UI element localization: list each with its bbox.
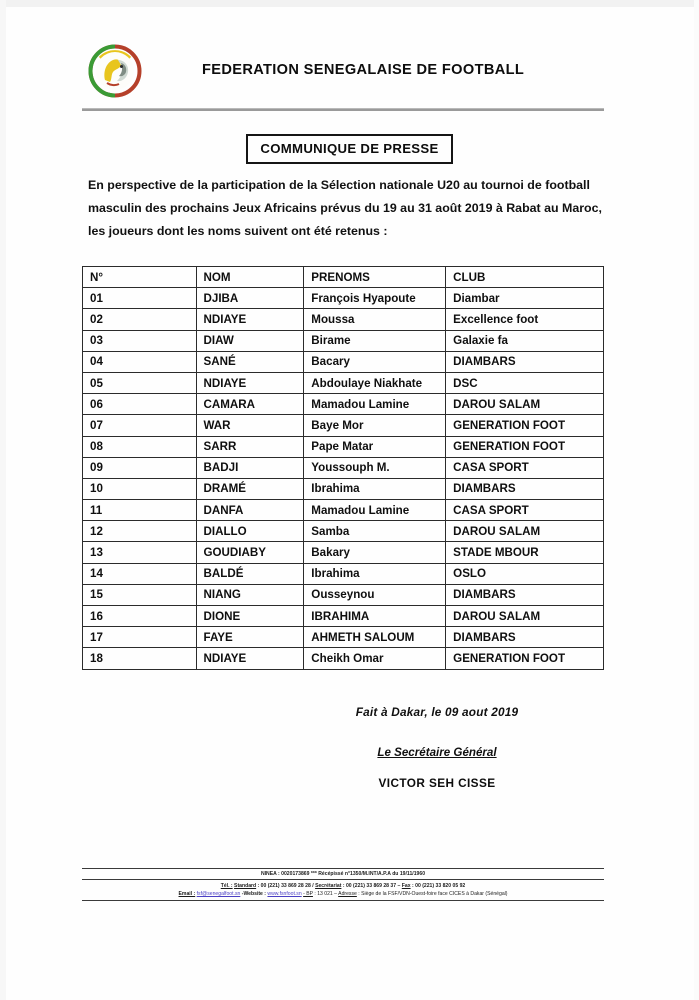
table-header-row [83,267,604,288]
intro-paragraph [88,174,608,243]
signature-block [0,705,699,792]
table-row [83,563,604,584]
cell-nom: NDIAYE [196,648,304,669]
footer-divider-bottom [82,900,604,901]
cell-nom: FAYE [196,627,304,648]
cell-prenoms: Ibrahima [304,478,446,499]
cell-club: DSC [446,372,604,393]
cell-number: 02 [83,309,197,330]
table-row [83,330,604,351]
signature-date: Fait à Dakar, le 09 aout 2019 [355,705,519,719]
cell-prenoms: AHMETH SALOUM [304,627,446,648]
footer-website-link[interactable]: www.fsnfoot.sn [267,891,302,898]
table-row [83,372,604,393]
cell-number: 01 [83,288,197,309]
communique-title: COMMUNIQUE DE PRESSE [246,134,452,164]
cell-club: GENERATION FOOT [446,415,604,436]
table-row [83,436,604,457]
footer-standard-number: 33 869 28 28 [281,882,311,889]
header-divider [82,108,604,111]
footer-ninea: NINEA : 0020173869 *** Récépissé n°1350/M.INT/A.P.A du 19/11/1960 [260,870,426,877]
cell-number: 11 [83,500,197,521]
footer-adresse-value: : Siège de la FSF/VDN-Ouest-foire face CICES à Dakar (Sénégal) [358,891,508,898]
cell-number: 07 [83,415,197,436]
cell-number: 16 [83,606,197,627]
table-row [83,606,604,627]
cell-nom: SANÉ [196,351,304,372]
table-row [83,457,604,478]
footer-secretariat-value: : 00 (221) [342,882,365,889]
table-row [83,627,604,648]
cell-prenoms: Bakary [304,542,446,563]
cell-club: OSLO [446,563,604,584]
cell-number: 15 [83,584,197,605]
cell-number: 03 [83,330,197,351]
intro-line-3: les joueurs dont les noms suivent ont été retenus : [88,224,388,238]
cell-nom: BALDÉ [196,563,304,584]
cell-nom: NIANG [196,584,304,605]
cell-number: 18 [83,648,197,669]
cell-club: DAROU SALAM [446,394,604,415]
page-edge-top [0,0,699,7]
table-row [83,415,604,436]
cell-prenoms: Pape Matar [304,436,446,457]
cell-club: CASA SPORT [446,500,604,521]
cell-number: 12 [83,521,197,542]
table-row [83,351,604,372]
table-row [83,500,604,521]
cell-club: DAROU SALAM [446,606,604,627]
signature-role: Le Secrétaire Général [377,746,497,759]
cell-number: 14 [83,563,197,584]
cell-nom: WAR [196,415,304,436]
players-table [82,266,604,670]
cell-club: GENERATION FOOT [446,648,604,669]
cell-nom: BADJI [196,457,304,478]
cell-number: 17 [83,627,197,648]
cell-club: Galaxie fa [446,330,604,351]
cell-prenoms: Ousseynou [304,584,446,605]
cell-nom: DJIBA [196,288,304,309]
footer-email-link[interactable]: fsf@senegalfoot.sn [196,891,241,898]
footer-standard-value: : 00 (221) [257,882,280,889]
players-table-body [83,288,604,669]
document-header [82,44,604,106]
footer-fax-number: 33 820 05 92 [435,882,466,889]
cell-club: DIAMBARS [446,478,604,499]
cell-prenoms: Birame [304,330,446,351]
cell-prenoms: Cheikh Omar [304,648,446,669]
cell-club: Excellence foot [446,309,604,330]
footer-email-label: Email : [178,891,196,898]
footer-website-label: -Website : [241,891,266,898]
cell-prenoms: Youssouph M. [304,457,446,478]
cell-nom: DIALLO [196,521,304,542]
cell-number: 05 [83,372,197,393]
table-row [83,288,604,309]
footer-bp-label: - BP [303,891,313,898]
cell-nom: DIAW [196,330,304,351]
page-title: FEDERATION SENEGALAISE DE FOOTBALL [202,62,525,78]
footer-secretariat-number: 33 869 28 37 [366,882,397,889]
cell-prenoms: Bacary [304,351,446,372]
cell-number: 13 [83,542,197,563]
communique-title-wrap [0,134,699,164]
cell-prenoms: Abdoulaye Niakhate [304,372,446,393]
cell-club: DAROU SALAM [446,521,604,542]
cell-nom: DRAMÉ [196,478,304,499]
table-row [83,521,604,542]
cell-nom: SARR [196,436,304,457]
column-header-club: CLUB [446,267,604,288]
footer-fax-label: Fax [401,882,411,889]
table-row [83,648,604,669]
cell-club: DIAMBARS [446,584,604,605]
cell-nom: GOUDIABY [196,542,304,563]
cell-nom: DANFA [196,500,304,521]
cell-nom: CAMARA [196,394,304,415]
cell-prenoms: François Hyapoute [304,288,446,309]
footer-fax-value: : 00 (221) [412,882,435,889]
table-row [83,478,604,499]
document-footer [82,868,604,901]
footer-dash: – [397,882,401,889]
cell-nom: NDIAYE [196,309,304,330]
cell-club: DIAMBARS [446,351,604,372]
footer-adresse-label: Adresse [338,891,357,898]
signature-name: VICTOR SEH CISSE [378,776,496,790]
cell-club: GENERATION FOOT [446,436,604,457]
cell-club: DIAMBARS [446,627,604,648]
table-row [83,584,604,605]
cell-prenoms: Ibrahima [304,563,446,584]
senegal-football-federation-logo-icon [88,44,142,98]
cell-number: 09 [83,457,197,478]
cell-nom: DIONE [196,606,304,627]
intro-line-1: En perspective de la participation de la Sélection nationale U20 au tournoi de football [88,178,590,192]
cell-prenoms: Mamadou Lamine [304,500,446,521]
footer-tel-label: Tél. : [220,882,233,889]
intro-line-2: masculin des prochains Jeux Africains prévus du 19 au 31 août 2019 à Rabat au Maroc, [88,201,602,215]
footer-secretariat-label: Secrétariat [315,882,342,889]
cell-prenoms: Samba [304,521,446,542]
cell-club: Diambar [446,288,604,309]
footer-address-line [82,891,604,901]
cell-club: STADE MBOUR [446,542,604,563]
column-header-number: N° [83,267,197,288]
column-header-prenoms: PRENOMS [304,267,446,288]
cell-prenoms: Moussa [304,309,446,330]
footer-contact-line [82,882,604,891]
table-row [83,542,604,563]
table-row [83,394,604,415]
footer-standard-label: Standard [234,882,257,889]
cell-number: 04 [83,351,197,372]
cell-number: 06 [83,394,197,415]
cell-club: CASA SPORT [446,457,604,478]
footer-bp-value: : 13 021 – [314,891,338,898]
cell-nom: NDIAYE [196,372,304,393]
footer-separator: / [312,882,314,889]
cell-prenoms: Baye Mor [304,415,446,436]
cell-number: 10 [83,478,197,499]
column-header-nom: NOM [196,267,304,288]
cell-number: 08 [83,436,197,457]
table-row [83,309,604,330]
cell-prenoms: Mamadou Lamine [304,394,446,415]
cell-prenoms: IBRAHIMA [304,606,446,627]
